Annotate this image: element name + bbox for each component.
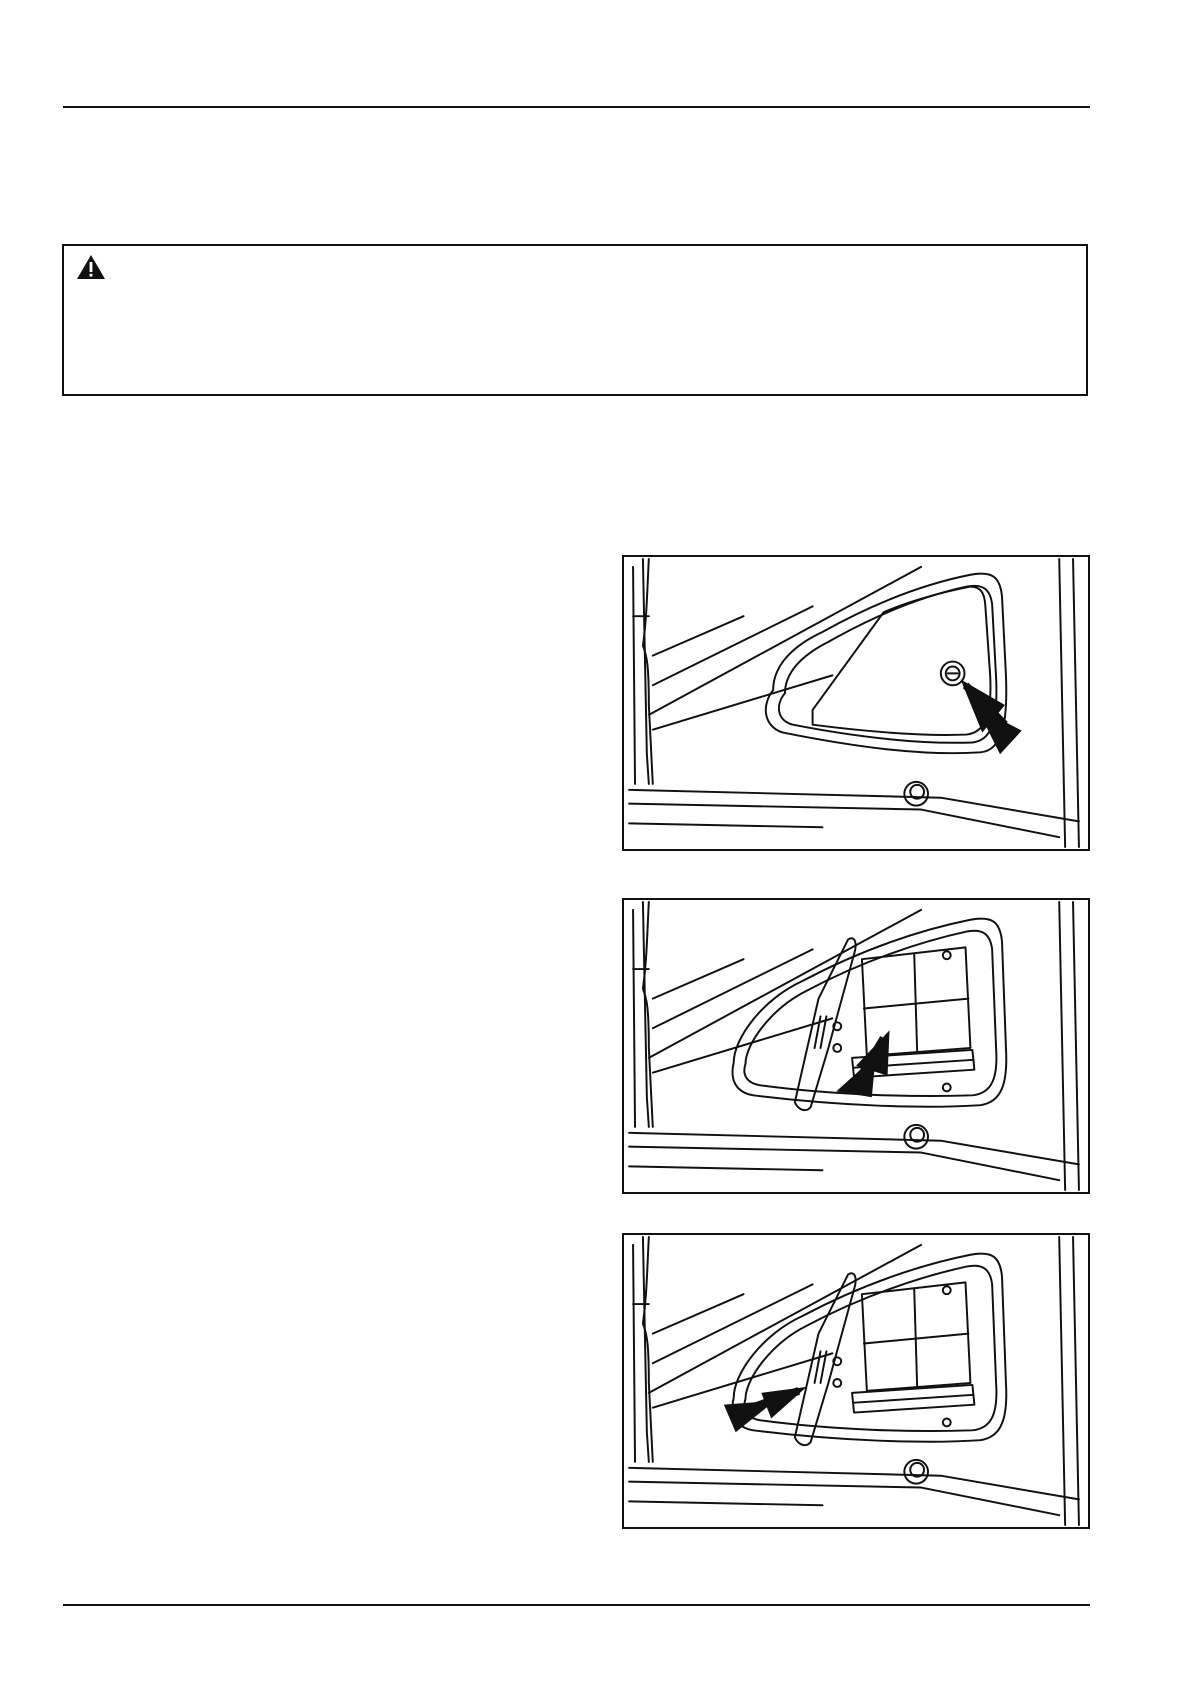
figure-cover-closed [622,555,1090,851]
warning-triangle-icon [76,254,106,280]
figure-cover-open-panel [622,1233,1090,1529]
header-rule [63,106,1090,108]
arrow-to-panel [724,1387,807,1432]
illustration-cover-closed [624,557,1088,849]
illustration-cover-open-panel [624,1235,1088,1527]
footer-rule [63,1604,1090,1606]
figure-cover-open-filter [622,898,1090,1194]
illustration-cover-open-filter [624,900,1088,1192]
warning-box [62,244,1088,396]
arrow-to-filter [836,1030,889,1097]
